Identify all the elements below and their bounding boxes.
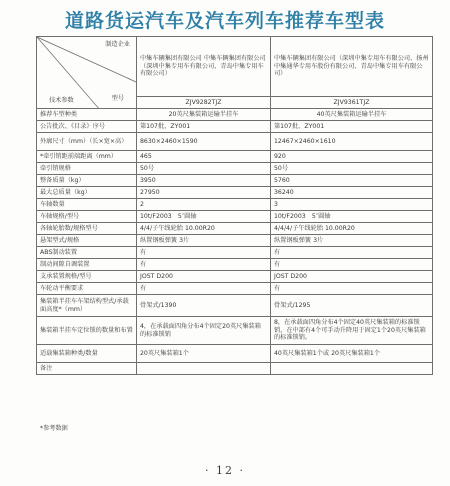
row-value-1: 20英尺集装箱运输半挂车 [137, 109, 271, 121]
row-value-1: 20英尺集装箱1个 [137, 345, 271, 363]
table-row [37, 223, 433, 235]
row-value-2: 纵置钢板弹簧 3片 [271, 235, 433, 247]
row-label: 制动间隙自调装置 [37, 259, 137, 271]
row-value-1 [137, 363, 271, 375]
row-label: *牵引销距前端距离（mm） [37, 151, 137, 163]
table-row [37, 163, 433, 175]
row-label: 推荐车型种类 [37, 109, 137, 121]
enterprise-2-cell: 中集车辆集团有限公司（深圳中集专用车有限公司、扬州中集通华专用车股份有限公司、青岛中集专用车有限公司） [271, 37, 433, 97]
table-row [37, 187, 433, 199]
table-row [37, 133, 433, 151]
row-label: 车轮动平衡要求 [37, 283, 137, 295]
row-label: 车轴规格/型号 [37, 211, 137, 223]
row-value-1: 8630×2460×1590 [137, 133, 271, 151]
row-value-1: 27950 [137, 187, 271, 199]
row-label: ABS制动装置 [37, 247, 137, 259]
table-row [37, 271, 433, 283]
row-value-2: 920 [271, 151, 433, 163]
row-value-2: 40英尺集装箱1个或 20英尺集装箱1个 [271, 345, 433, 363]
row-value-1: 纵置钢板弹簧 3片 [137, 235, 271, 247]
model-header-label: 型号 [111, 95, 124, 103]
page-title: 道路货运汽车及汽车列车推荐车型表 [64, 10, 385, 32]
row-value-1: 50号 [137, 163, 271, 175]
row-value-2: 8，在承载面四角分布4个固定40英尺集装箱的标准锁销，在中部有4个可手动升降用于固定1个20英尺集装箱的标准锁销。 [271, 317, 433, 345]
row-value-1: 3950 [137, 175, 271, 187]
row-value-2 [271, 363, 433, 375]
row-value-1: 有 [137, 283, 271, 295]
row-value-1: 10t/F2003 5″圆轴 [137, 211, 271, 223]
table-row [37, 121, 433, 133]
footnote: *参考数据 [40, 425, 68, 432]
row-value-1: 骨架式/1390 [137, 295, 271, 317]
spec-table [36, 36, 433, 375]
row-label: 车轴数量 [37, 199, 137, 211]
enterprise-header-label: 制造企业 [105, 41, 130, 48]
row-value-2: 10t/F2003 5″圆轴 [271, 211, 433, 223]
row-value-2: 12467×2460×1610 [271, 133, 433, 151]
row-label: 支承装置规格/型号 [37, 271, 137, 283]
diagonal-header-cell [37, 37, 137, 109]
row-value-2: JOST D200 [271, 271, 433, 283]
table-row [37, 363, 433, 375]
row-label: 公告批次、《目录》序号 [37, 121, 137, 133]
row-value-2: 有 [271, 283, 433, 295]
table-row [37, 345, 433, 363]
row-value-1: 4，在承载面四角分布4个固定20英尺集装箱的标准锁销 [137, 317, 271, 345]
table-row [37, 211, 433, 223]
enterprise-1-cell: 中集车辆集团有限公司 中集车辆集团有限公司（深圳中集专用车有限公司、青岛中集专用车有限公司） [137, 37, 271, 97]
table-row [37, 247, 433, 259]
table-row [37, 151, 433, 163]
row-label: 各轴轮胎数/规格型号 [37, 223, 137, 235]
row-value-2: 3 [271, 199, 433, 211]
row-label: 集装箱半挂车车架结构型式/承载面高度*（mm） [37, 295, 137, 317]
param-header-label: 技术参数 [49, 97, 74, 105]
table-row [37, 109, 433, 121]
row-label: 适载集装箱种类/数量 [37, 345, 137, 363]
table-row [37, 199, 433, 211]
table-row [37, 317, 433, 345]
row-label: 牵引销规格 [37, 163, 137, 175]
row-value-1: JOST D200 [137, 271, 271, 283]
row-value-2: 有 [271, 247, 433, 259]
table-row [37, 235, 433, 247]
row-label: 外廓尺寸（mm）（长×宽×高） [37, 133, 137, 151]
row-value-1: 2 [137, 199, 271, 211]
page-number: · 12 · [205, 464, 245, 477]
row-value-1: 465 [137, 151, 271, 163]
table-row [37, 295, 433, 317]
row-label: 悬架型式/规格 [37, 235, 137, 247]
table-row [37, 283, 433, 295]
row-value-2: 36240 [271, 187, 433, 199]
row-label: 集装箱半挂车定位锁的数量和布置 [37, 317, 137, 345]
row-value-2: 骨架式/1295 [271, 295, 433, 317]
row-value-1: 4/4/子午线轮胎 10.00R20 [137, 223, 271, 235]
table-row [37, 175, 433, 187]
row-value-2: 40英尺集装箱运输半挂车 [271, 109, 433, 121]
header-row [37, 37, 433, 97]
row-value-2: 4/4/4/子午线轮胎 10.00R20 [271, 223, 433, 235]
row-label: 最大总质量（kg） [37, 187, 137, 199]
row-label: 整备质量（kg） [37, 175, 137, 187]
row-value-1: 有 [137, 259, 271, 271]
row-value-1: 第107批、ZY001 [137, 121, 271, 133]
row-value-2: 50号 [271, 163, 433, 175]
table-row [37, 259, 433, 271]
row-label: 备注 [37, 363, 137, 375]
row-value-2: 第107批、ZY001 [271, 121, 433, 133]
model-1-cell: ZJV9282TJZ [137, 97, 271, 109]
row-value-2: 5760 [271, 175, 433, 187]
row-value-2: 有 [271, 259, 433, 271]
row-value-1: 有 [137, 247, 271, 259]
model-2-cell: ZJV9361TJZ [271, 97, 433, 109]
